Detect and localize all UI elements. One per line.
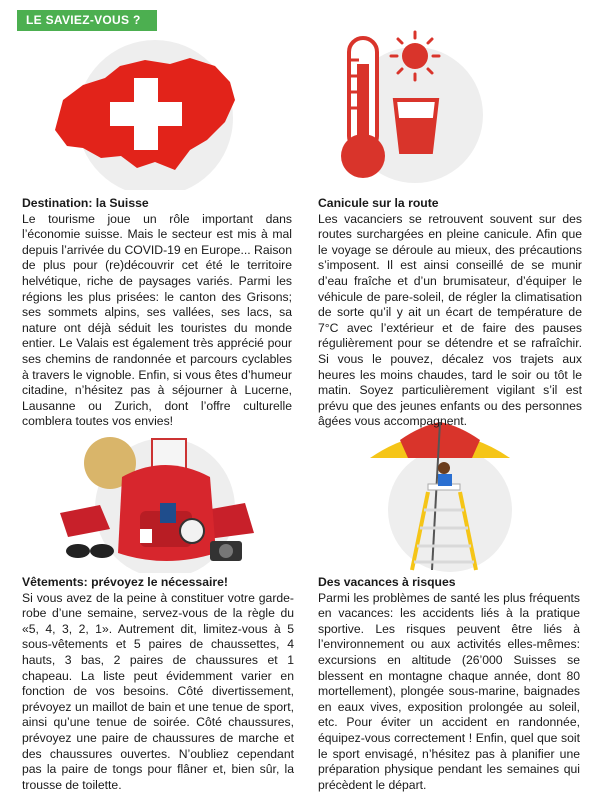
article-title: Des vacances à risques <box>318 575 456 589</box>
section-badge: LE SAVIEZ-VOUS ? <box>17 10 157 31</box>
swiss-map-flag-icon <box>25 30 265 190</box>
article-body: Le tourisme joue un rôle important dans l’économie suisse. Mais le secteur est mis à mal depuis l’arrivée du COVID-19 en Europe... Raison de plus pour (re)découvrir cet été le territoire helvétique, riche de paysages variés. Parmi les régions les plus prisées: le canton des Grisons; ses sommets alpins, ses vallées, ses lacs, sa nature ont déjà séduit les touristes du monde entier. Le Valais est également très apprécié pour ses chemins de randonnée et parcours cyclables à travers le vignoble. Enfin, si vous êtes d’humeur citadine, n’hésitez pas à séjourner à Lucerne, Lausanne ou Zurich, dont l’offre culturelle comblera toutes vos envies! <box>22 211 292 429</box>
article-body: Si vous avez de la peine à constituer votre garde-robe d’une semaine, servez-vous de la règle du «5, 4, 3, 2, 1». Autrement dit, limitez-vous à 5 sous-vêtements et 5 paires de chaussettes, 4 hauts, 3 bas, 2 paires de chaussures et 1 chapeau. La liste peut évidemment varier en fonction de vos besoins. Côté divertissement, prévoyez un maillot de bain et une tenue de sport, ainsi qu’une tenue de soirée. Côté chaussures, prévoyez une paire de chaussures de marche et des chaussures ouvertes. N’oubliez cependant pas la paire de tongs pour flâner et, bien sûr, la trousse de toilette. <box>22 590 294 792</box>
article-heatwave <box>318 196 582 430</box>
article-clothes <box>22 575 294 793</box>
article-body: Les vacanciers se retrouvent souvent sur des routes surchargées en pleine canicule. Afin que le voyage se déroule au mieux, des précautions s’imposent. Il est ainsi conseillé de se munir d’eau fraîche et d’un brumisateur, d’équiper le véhicule de pare-soleil, de régler la climatisation de sorte qu’il y ait un écart de température de 7°C avec l’extérieur et de faire des pauses régulièrement pour se détendre et se rafraîchir. Si vous le pouvez, décalez vos trajets aux heures les moins chaudes, tard le soir ou tôt le matin. Soyez particulièrement vigilant s’il est prévu que des jeunes enfants ou des personnes âgées vous accompagnent. <box>318 211 582 429</box>
lifeguard-chair-umbrella-icon <box>340 410 540 575</box>
article-body: Parmi les problèmes de santé les plus fréquents en vacances: les accidents liés à la pratique sportive. Les risques peuvent être liés à l’environnement ou aux activités elles-mêmes: excursions en altitude (26’000 Suisses se blessent en montagne chaque année, dont 80 mortellement), plongée sous-marine, baignades en eaux vives, exposition prolongée au soleil, etc. Pour éviter un accident en randonnée, équipez-vous correctement ! Enfin, quel que soit le sport envisagé, n’hésitez pas à planifier une préparation physique pendant les semaines qui précèdent le départ. <box>318 590 580 792</box>
thermometer-sun-glass-icon <box>315 20 495 185</box>
article-title: Vêtements: prévoyez le nécessaire! <box>22 575 228 589</box>
article-risks <box>318 575 580 793</box>
backpack-travel-gear-icon <box>40 433 270 573</box>
article-switzerland <box>22 196 292 430</box>
article-title: Destination: la Suisse <box>22 196 149 210</box>
article-title: Canicule sur la route <box>318 196 439 210</box>
